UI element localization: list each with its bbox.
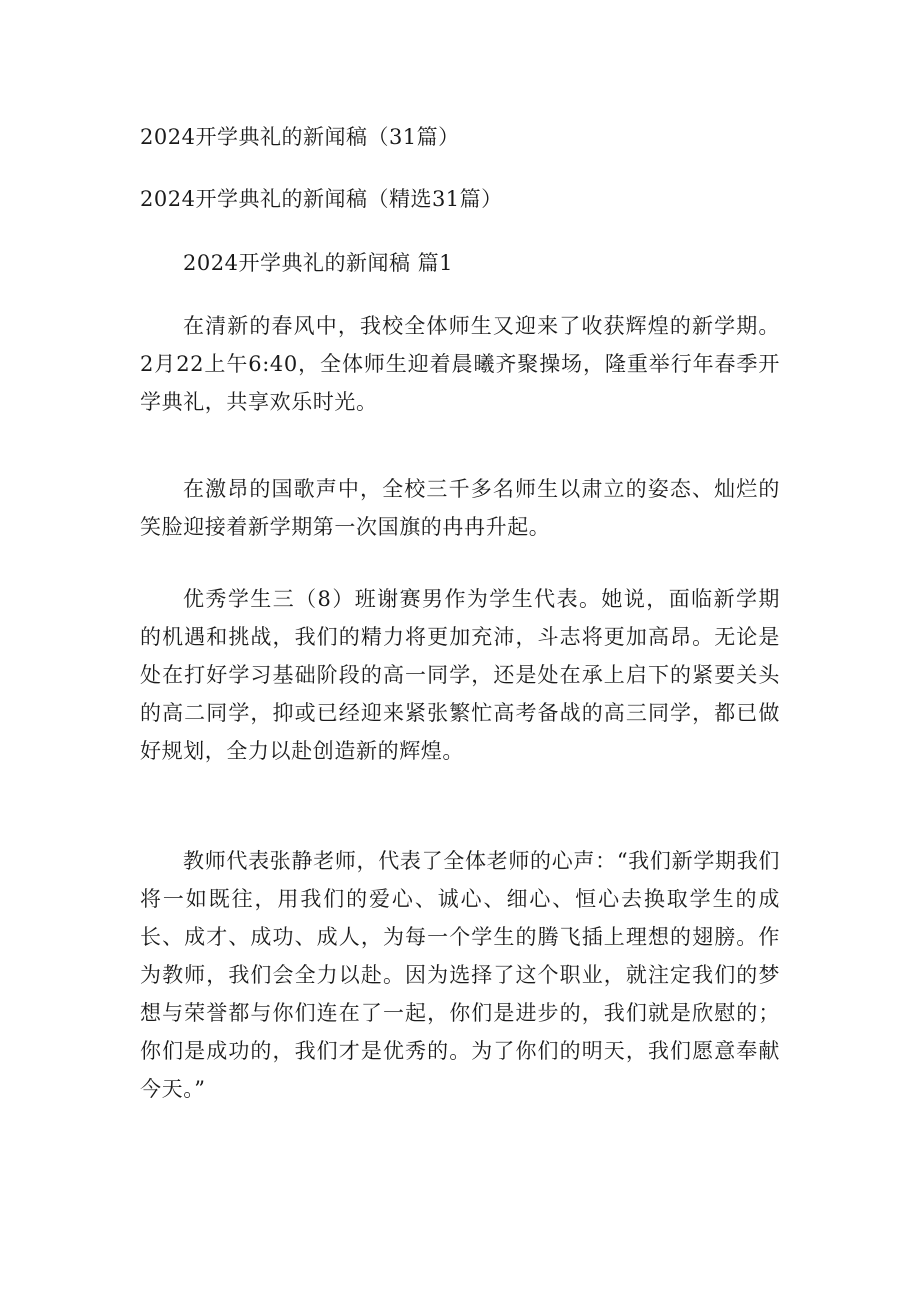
section-heading: 2024开学典礼的新闻稿 篇1	[183, 251, 453, 275]
paragraph-opening: 在清新的春风中，我校全体师生又迎来了收获辉煌的新学期。2月22上午6:40，全体师生迎着晨曦齐聚操场，隆重举行年春季开学典礼，共享欢乐时光。	[140, 314, 780, 414]
document-title: 2024开学典礼的新闻稿（31篇）	[140, 125, 460, 149]
document-subtitle: 2024开学典礼的新闻稿（精选31篇）	[140, 187, 503, 211]
paragraph-teacher-representative: 教师代表张静老师，代表了全体老师的心声：“我们新学期我们将一如既往，用我们的爱心、诚心、细心、恒心去换取学生的成长、成才、成功、成人，为每一个学生的腾飞插上理想的翅膀。作为教师，我们会全力以赴。因为选择了这个职业，就注定我们的梦想与荣誉都与你们连在了一起，你们是进步的，我们就是欣慰的；你们是成功的，我们才是优秀的。为了你们的明天，我们愿意奉献今天。”	[140, 849, 780, 1101]
paragraph-anthem: 在激昂的国歌声中，全校三千多名师生以肃立的姿态、灿烂的笑脸迎接着新学期第一次国旗的冉冉升起。	[140, 477, 780, 539]
paragraph-student-representative: 优秀学生三（8）班谢赛男作为学生代表。她说，面临新学期的机遇和挑战，我们的精力将更加充沛，斗志将更加高昂。无论是处在打好学习基础阶段的高一同学，还是处在承上启下的紧要关头的高二同学，抑或已经迎来紧张繁忙高考备战的高三同学，都已做好规划，全力以赴创造新的辉煌。	[140, 587, 780, 763]
